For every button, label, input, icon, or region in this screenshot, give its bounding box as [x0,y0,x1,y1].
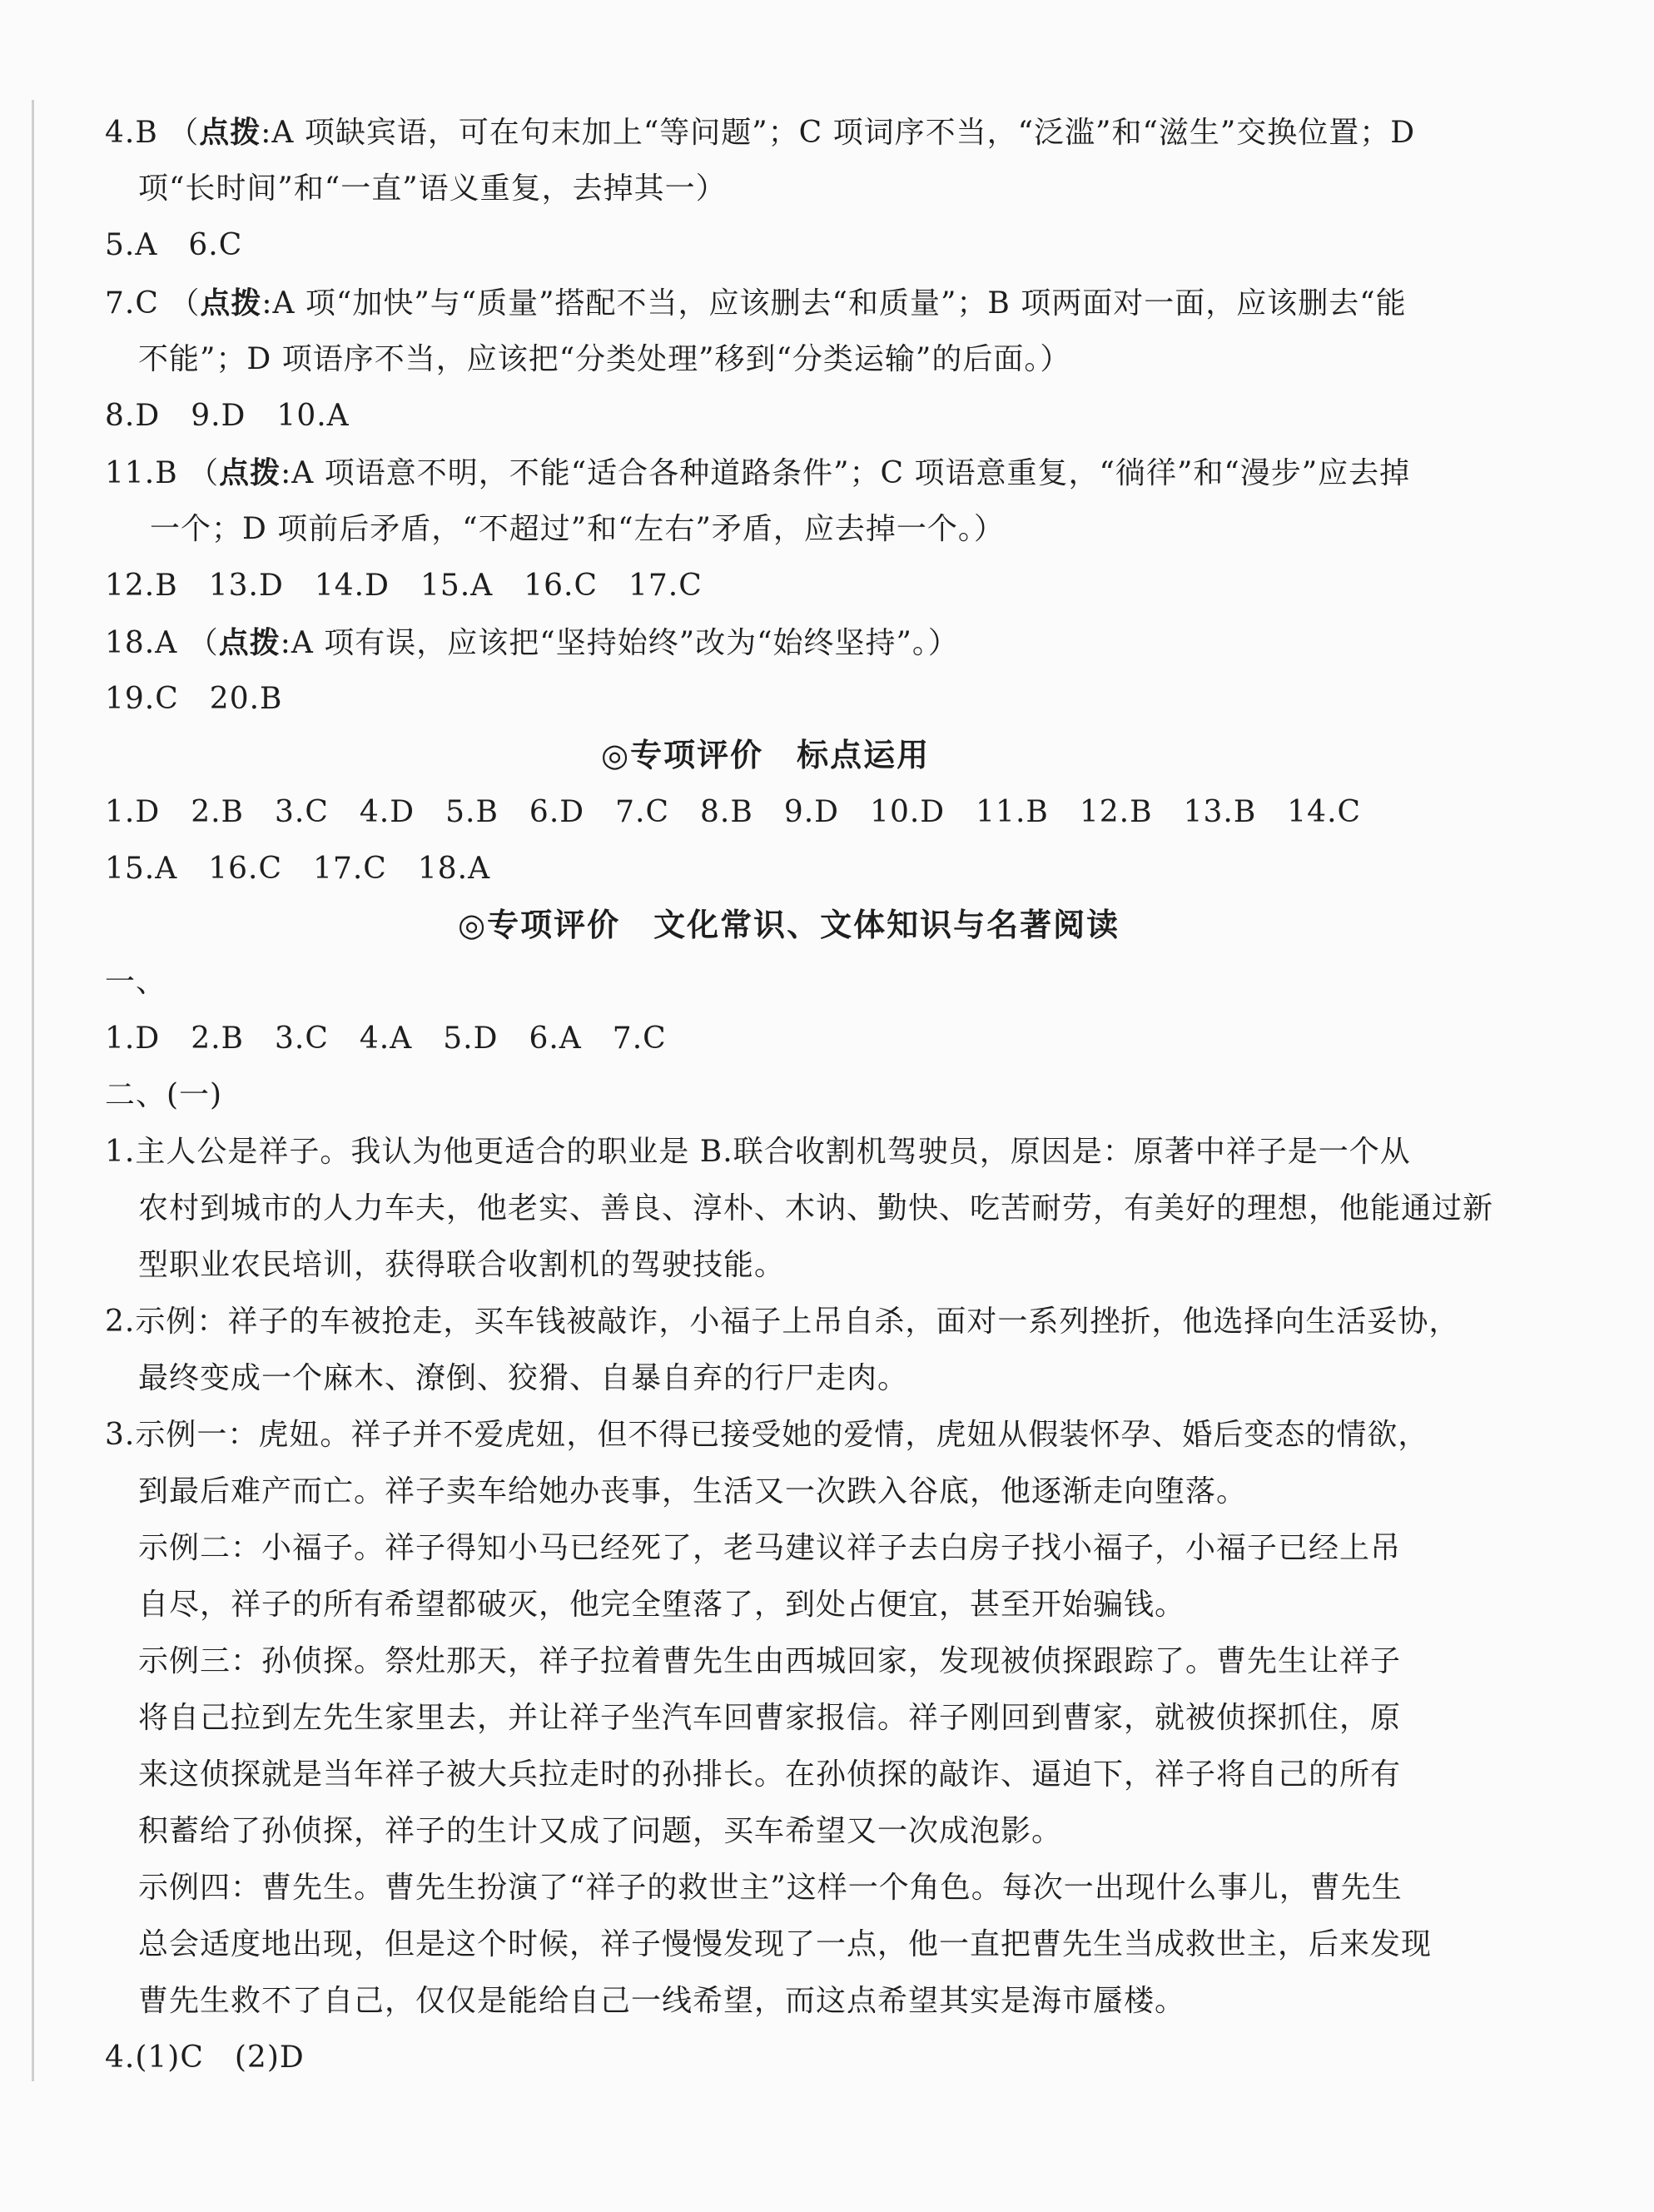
answer-line: 曹先生救不了自己，仅仅是能给自己一线希望，而这点希望其实是海市蜃楼。 [138,1984,1186,2018]
answer-line: 4.B （点拨:A 项缺宾语，可在句末加上“等问题”；C 项词序不当，“泛滥”和“滋生”交换位置；D [105,115,1416,150]
answer-line: 型职业农民培训，获得联合收割机的驾驶技能。 [138,1248,786,1282]
answer-line: 15.A 16.C 17.C 18.A [105,852,491,886]
hint-label: 点拨 [218,625,281,660]
section-heading: ◎专项评价 标点运用 [601,736,931,773]
answer-line: 将自己拉到左先生家里去，并让祥子坐汽车回曹家报信。祥子刚回到曹家，就被侦探抓住，原 [138,1701,1402,1735]
answer-line: 农村到城市的人力车夫，他老实、善良、淳朴、木讷、勤快、吃苦耐劳，有美好的理想，他能通过新 [138,1191,1494,1225]
answer-line: 11.B （点拨:A 项语意不明，不能“适合各种道路条件”；C 项语意重复，“徜徉”和“漫步”应去掉 [105,455,1411,490]
answer-line: 自尽，祥子的所有希望都破灭，他完全堕落了，到处占便宜，甚至开始骗钱。 [138,1588,1186,1622]
answer-line: 2.示例：祥子的车被抢走，买车钱被敲诈，小福子上吊自杀，面对一系列挫折，他选择向生活妥协， [105,1305,1460,1339]
hint-label: 点拨 [199,115,261,150]
answer-line: 1.D 2.B 3.C 4.A 5.D 6.A 7.C [105,1021,667,1056]
answer-line: 二、(一) [105,1078,223,1112]
answer-line: 一、 [105,965,167,999]
answer-line: 示例三：孙侦探。祭灶那天，祥子拉着曹先生由西城回家，发现被侦探跟踪了。曹先生让祥子 [138,1644,1402,1678]
hint-label: 点拨 [219,455,281,490]
answer-line: 7.C （点拨:A 项“加快”与“质量”搭配不当，应该删去“和质量”；B 项两面对一面，应该删去“能 [105,286,1407,321]
answer-line: 到最后难产而亡。祥子卖车给她办丧事，生活又一次跌入谷底，他逐渐走向堕落。 [138,1474,1248,1509]
answer-line: 1.D 2.B 3.C 4.D 5.B 6.D 7.C 8.B 9.D 10.D 11.B 12.B 13.B 14.C [105,795,1362,829]
answer-line: 8.D 9.D 10.A [105,399,350,433]
answer-line: 一个；D 项前后矛盾，“不超过”和“左右”矛盾，应去掉一个。） [150,512,1005,546]
answer-line: 1.主人公是祥子。我认为他更适合的职业是 B.联合收割机驾驶员，原因是：原著中祥子是一个从 [105,1135,1411,1169]
answer-line: 示例二：小福子。祥子得知小马已经死了，老马建议祥子去白房子找小福子，小福子已经上吊 [138,1531,1402,1565]
answer-line: 不能”；D 项语序不当，应该把“分类处理”移到“分类运输”的后面。） [138,342,1071,376]
answer-line: 来这侦探就是当年祥子被大兵拉走时的孙排长。在孙侦探的敲诈、逼迫下，祥子将自己的所有 [138,1757,1402,1792]
answer-line: 3.示例一：虎妞。祥子并不爱虎妞，但不得已接受她的爱情，虎妞从假装怀孕、婚后变态的情欲， [105,1418,1429,1452]
answer-line: 积蓄给了孙侦探，祥子的生计又成了问题，买车希望又一次成泡影。 [138,1814,1063,1848]
section-heading: ◎专项评价 文化常识、文体知识与名著阅读 [458,906,1120,943]
hint-label: 点拨 [200,286,262,321]
answer-line: 总会适度地出现，但是这个时候，祥子慢慢发现了一点，他一直把曹先生当成救世主，后来发现 [138,1927,1433,1961]
answer-line: 最终变成一个麻木、潦倒、狡猾、自暴自弃的行尸走肉。 [138,1361,909,1395]
answer-line: 19.C 20.B [105,682,283,716]
answer-line: 5.A 6.C [105,228,243,262]
answer-line: 18.A （点拨:A 项有误，应该把“坚持始终”改为“始终坚持”。） [105,625,959,660]
answer-line: 示例四：曹先生。曹先生扮演了“祥子的救世主”这样一个角色。每次一出现什么事儿，曹先生 [138,1871,1403,1905]
answer-line: 4.(1)C (2)D [105,2041,305,2075]
answer-line: 项“长时间”和“一直”语义重复，去掉其一） [138,171,727,206]
answer-line: 12.B 13.D 14.D 15.A 16.C 17.C [105,569,703,603]
